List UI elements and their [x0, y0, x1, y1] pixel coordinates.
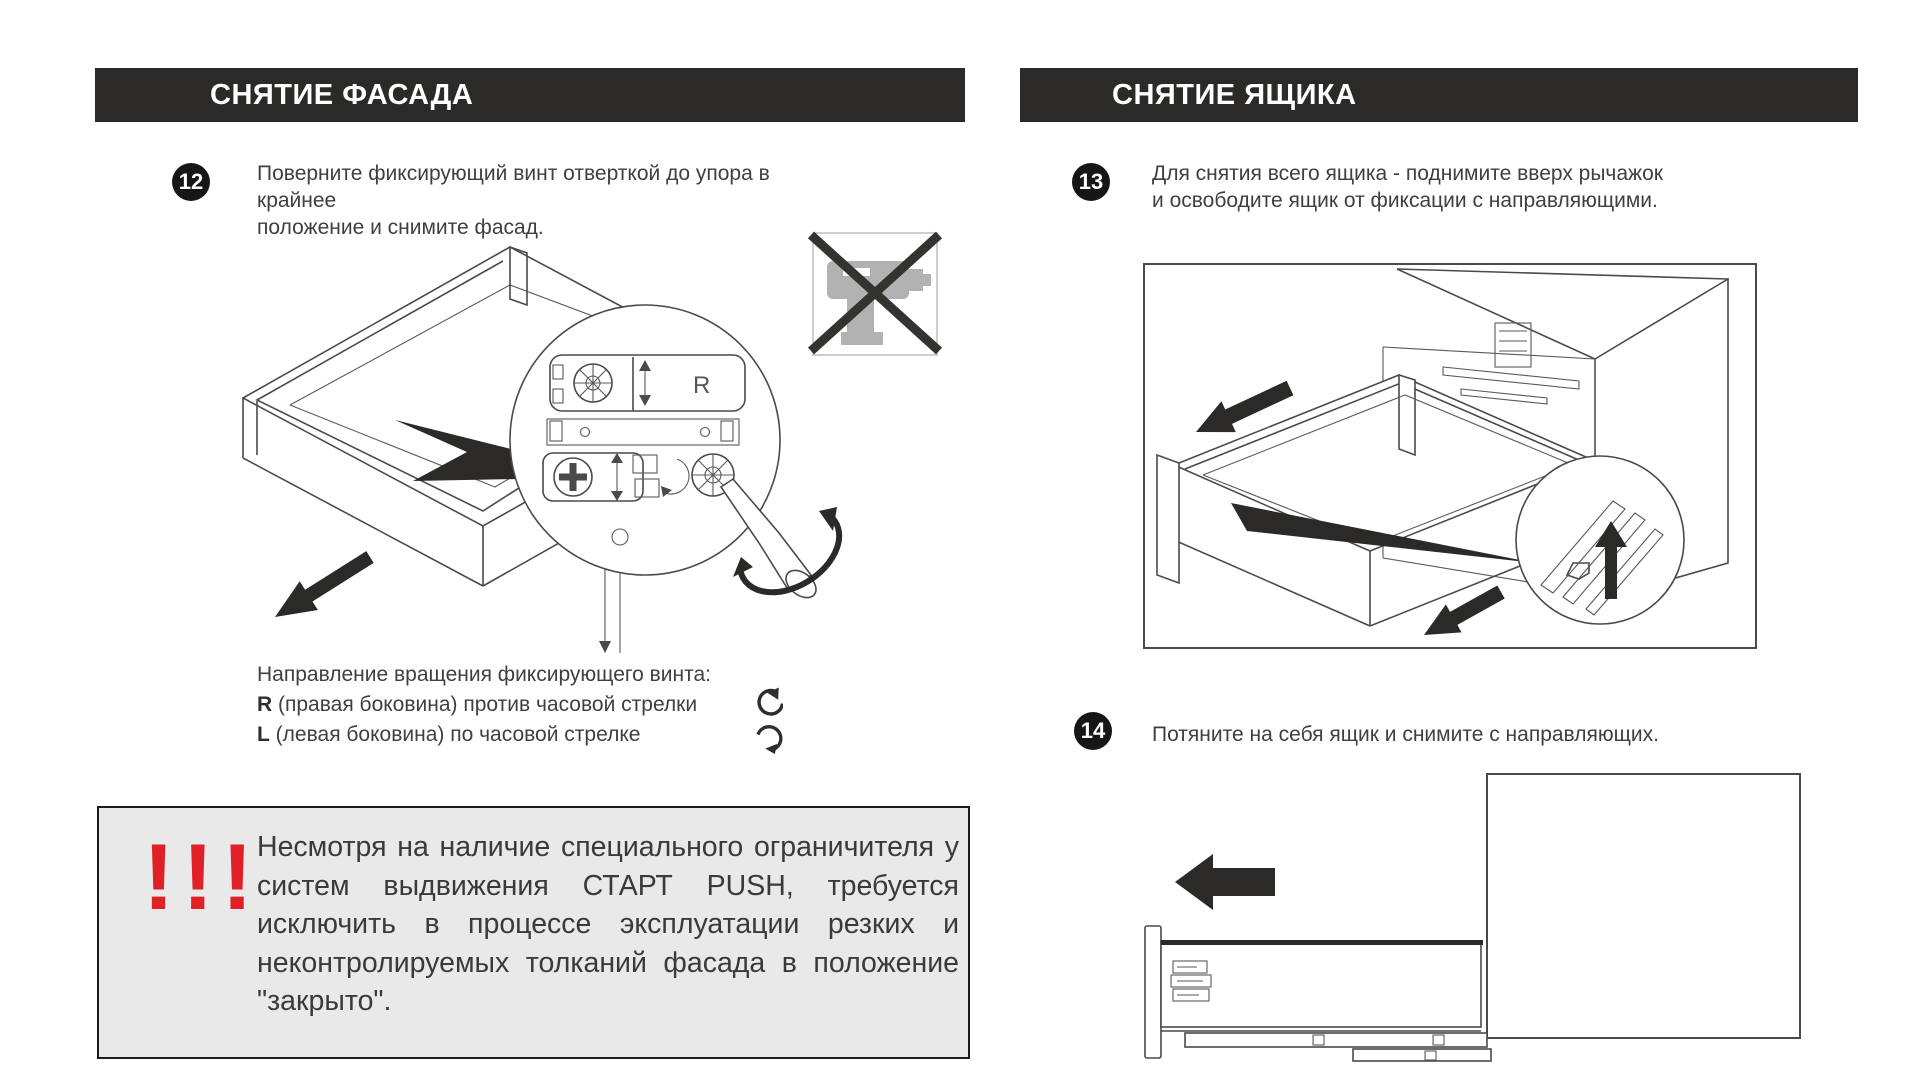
right-side-label: R: [257, 693, 273, 716]
section-header-facade-label: СНЯТИЕ ФАСАДА: [210, 79, 474, 111]
rotation-direction-title: Направление вращения фиксирующего винта:: [257, 663, 711, 686]
rotation-direction-block: [257, 660, 817, 750]
step-12-badge: 12: [172, 163, 210, 201]
cabinet-side-view: [1487, 774, 1800, 1038]
rotation-direction-right: [257, 690, 817, 720]
warning-box: [97, 806, 970, 1059]
step-13-badge: 13: [1072, 163, 1110, 201]
clockwise-icon: [753, 722, 785, 754]
detail-circle-latch: [1516, 456, 1684, 624]
step-14-text: Потяните на себя ящик и снимите с направляющих.: [1152, 723, 1659, 746]
right-side-text: (правая боковина) против часовой стрелки: [278, 693, 698, 716]
section-header-drawer: [1020, 68, 1858, 122]
no-drill-icon: [811, 233, 939, 355]
step-13-line-1: Для снятия всего ящика - поднимите вверх рычажок: [1152, 162, 1663, 185]
rotation-direction-left: [257, 720, 817, 750]
pull-direction-arrow: [275, 551, 374, 617]
warning-exclamation-marks: !!!: [143, 824, 261, 929]
section-header-drawer-label: СНЯТИЕ ЯЩИКА: [1112, 79, 1357, 111]
side-marking-label: R: [693, 372, 711, 399]
step-12-line-2: положение и снимите фасад.: [257, 216, 544, 239]
counterclockwise-icon: [751, 687, 783, 719]
pull-left-arrow: [1175, 854, 1275, 910]
fig-pull-off-slides: [1125, 765, 1837, 1067]
left-side-label: L: [257, 723, 270, 746]
left-side-text: (левая боковина) по часовой стрелке: [275, 723, 641, 746]
section-header-facade: [95, 68, 965, 122]
step-13-text: [1152, 160, 1732, 214]
step-13-line-2: и освободите ящик от фиксации с направляющими.: [1152, 189, 1658, 212]
fig-remove-facade: [165, 205, 955, 657]
detail-circle-mechanism: [510, 305, 780, 575]
step-12-line-1: Поверните фиксирующий винт отверткой до упора в крайнее: [257, 162, 770, 212]
fig-release-drawer: [1143, 263, 1757, 649]
warning-text: Несмотря на наличие специального ограничителя у систем выдвижения СТАРТ PUSH, требуется исключить в процессе эксплуатации резких и неконтролируемых толканий фасада в положение "закрыто".: [257, 831, 959, 1017]
screwdriver-rotation: [721, 479, 839, 603]
drawer-side-view: [1145, 926, 1491, 1061]
step-14-badge: 14: [1074, 712, 1112, 750]
